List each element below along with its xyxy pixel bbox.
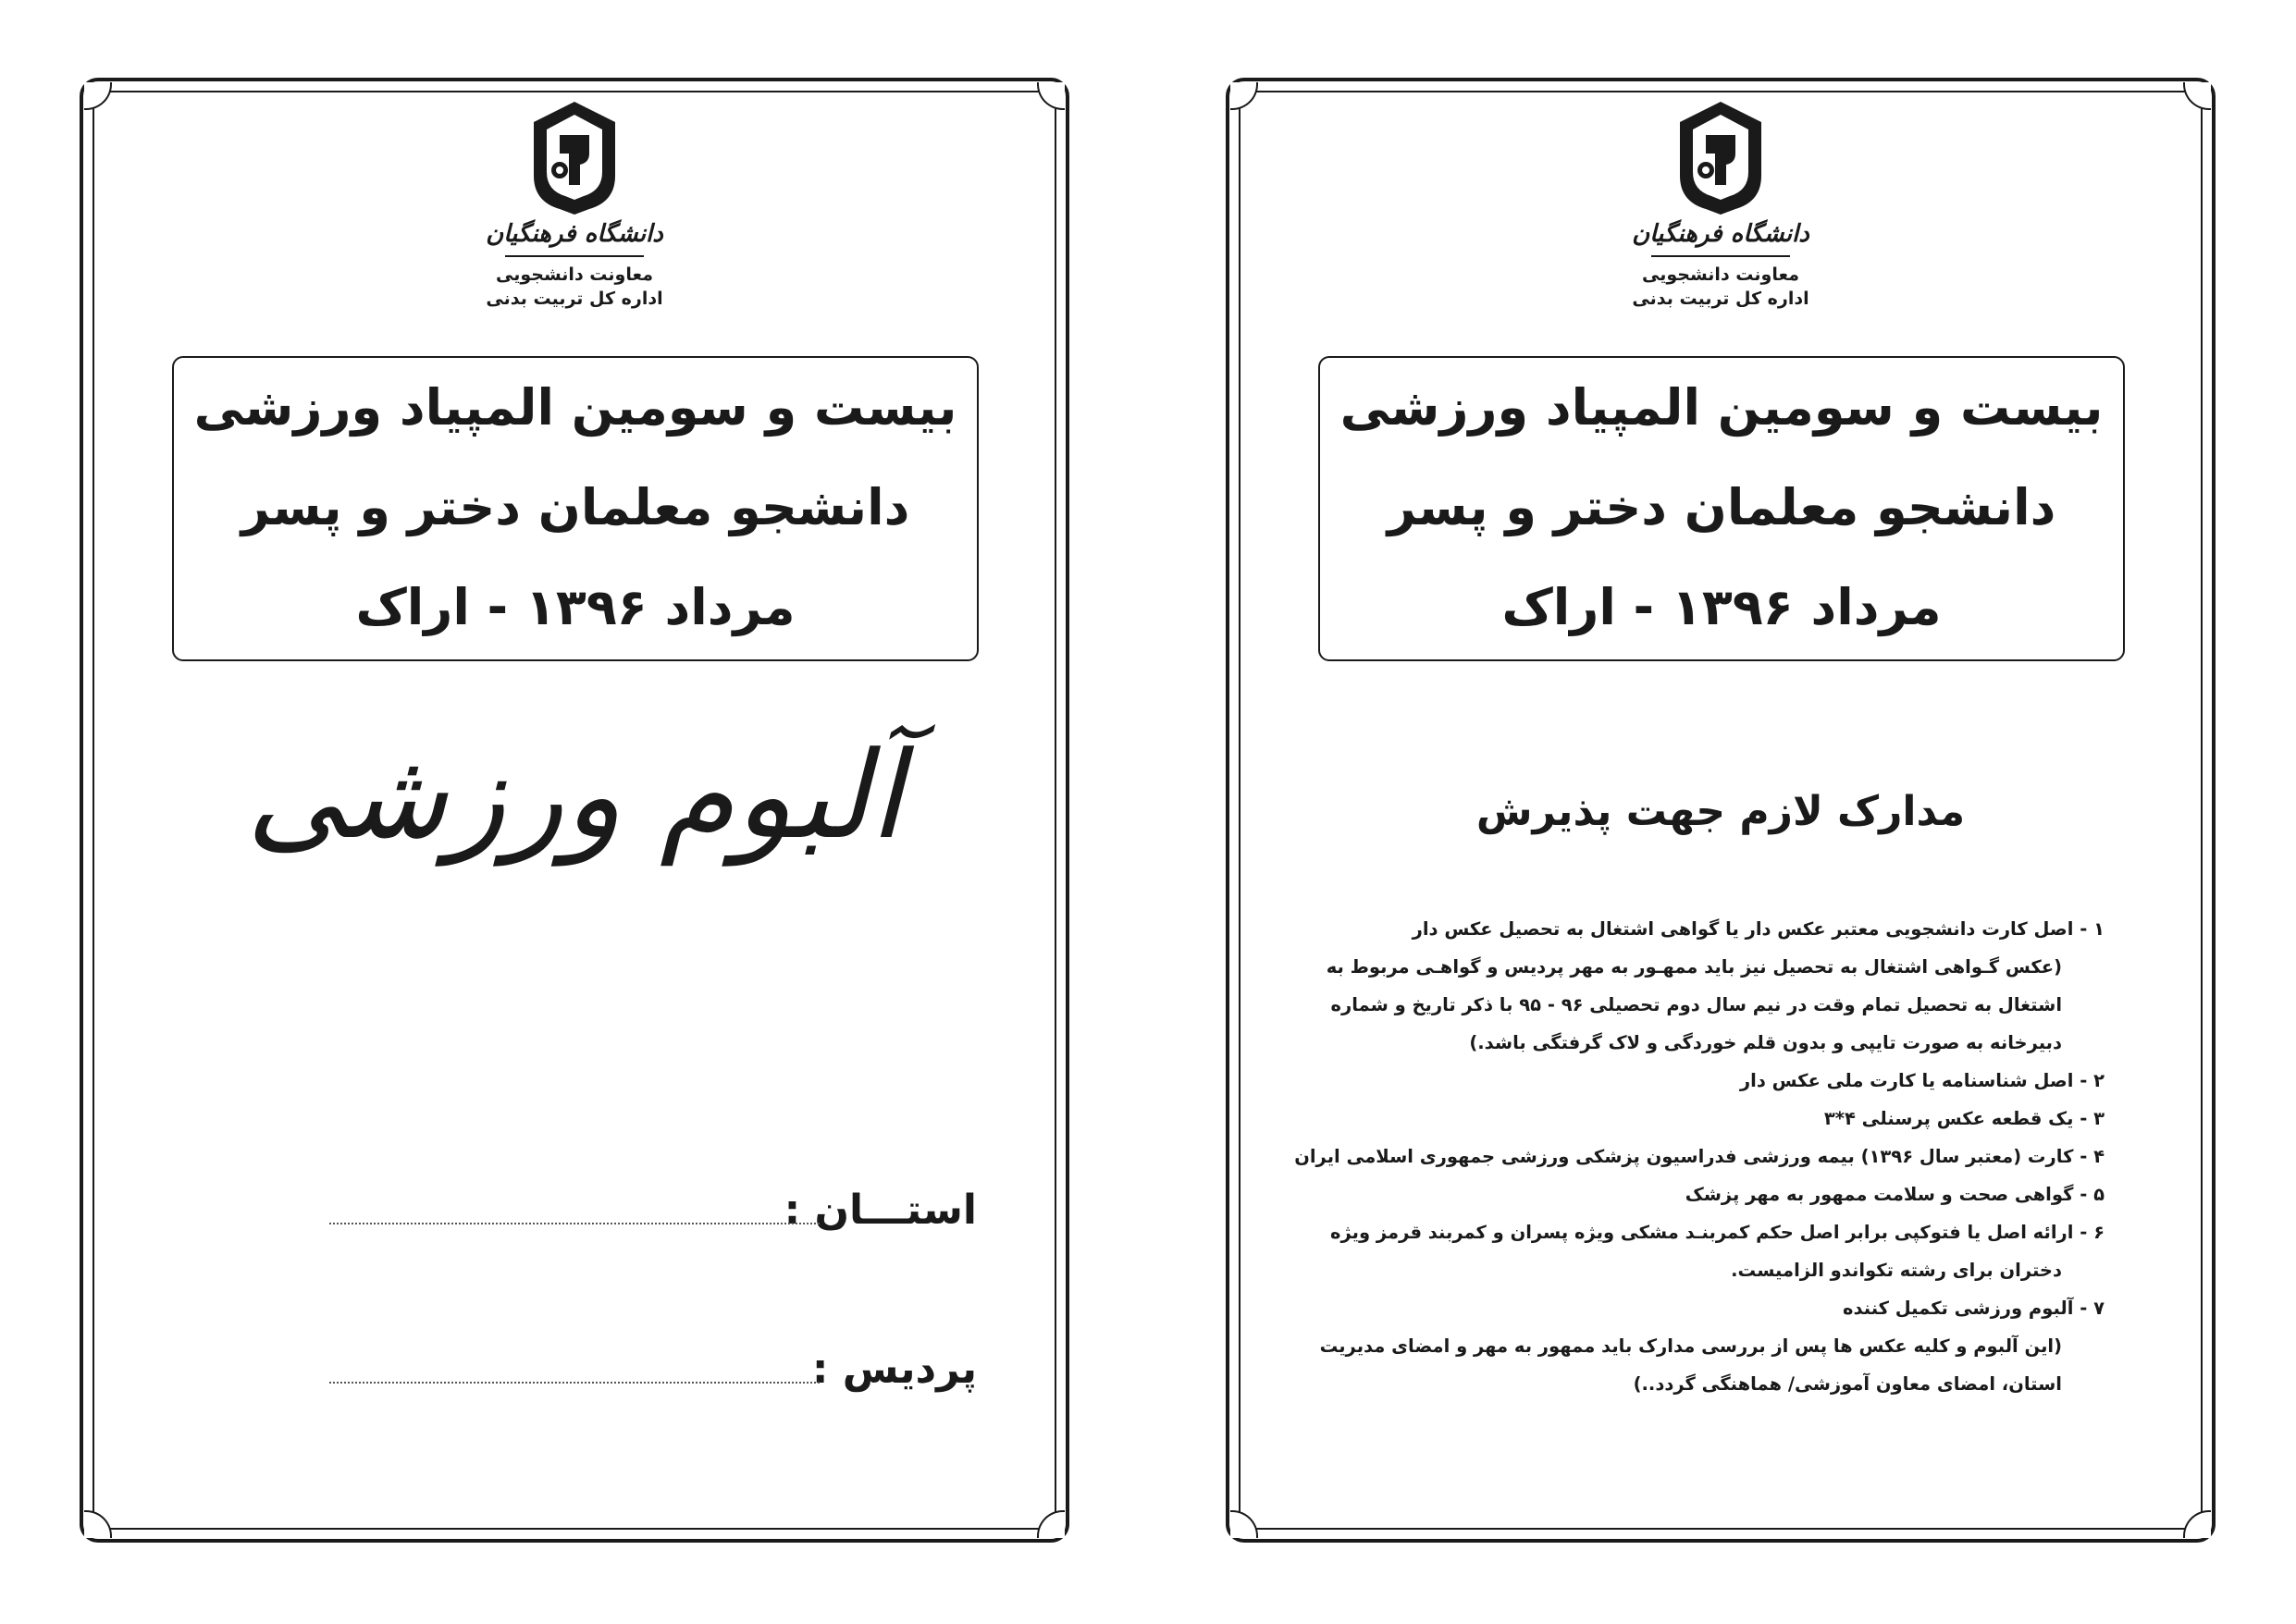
event-title-line-2: دانشجو معلمان دختر و پسر xyxy=(1387,478,2056,536)
list-item: استان، امضای معاون آموزشی/ هماهنگی گردد..) xyxy=(1633,1373,2062,1395)
university-logo xyxy=(80,98,1069,311)
university-name: دانشگاه فرهنگیان xyxy=(1632,220,1809,248)
list-item: (عکس گـواهی اشتغال به تحصیل نیز باید ممهـور به مهر پردیس و گواهـی مربوط به xyxy=(1326,956,2062,978)
campus-blank[interactable] xyxy=(329,1382,820,1384)
campus-field[interactable] xyxy=(468,1337,977,1402)
event-title-line-1: بیست و سومین المپیاد ورزشی xyxy=(193,378,957,437)
list-item: ۵ - گواهی صحت و سلامت ممهور به مهر پزشک xyxy=(1685,1184,2105,1205)
event-title-line-3: مرداد ۱۳۹۶ - اراک xyxy=(355,578,796,636)
university-emblem-icon xyxy=(519,98,630,218)
province-blank[interactable] xyxy=(329,1223,820,1224)
event-title-line-3: مرداد ۱۳۹۶ - اراک xyxy=(1501,578,1942,636)
album-title: آلبوم ورزشی xyxy=(246,725,903,866)
list-item: ۶ - ارائه اصل یا فتوکپی برابر اصل حکم کمربنـد مشکی ویژه پسران و کمربند قرمز ویژه xyxy=(1330,1222,2105,1243)
list-item: ۴ - کارت (معتبر سال ۱۳۹۶) بیمه ورزشی فدراسیون پزشکی ورزشی جمهوری اسلامی ایران xyxy=(1294,1146,2105,1167)
campus-label: پردیس : xyxy=(811,1346,977,1393)
event-title-box xyxy=(172,356,979,661)
list-item: دختران برای رشته تکواندو الزامیست. xyxy=(1731,1260,2062,1281)
event-title-line-2: دانشجو معلمان دختر و پسر xyxy=(241,478,910,536)
university-logo xyxy=(1226,98,2216,311)
logo-divider xyxy=(1651,255,1790,257)
list-item: ۷ - آلبوم ورزشی تکمیل کننده xyxy=(1842,1298,2105,1319)
list-item: (این آلبوم و کلیه عکس ها پس از بررسی مدارک باید ممهور به مهر و امضای مدیریت xyxy=(1319,1335,2062,1357)
event-title-line-1: بیست و سومین المپیاد ورزشی xyxy=(1339,378,2104,437)
university-name: دانشگاه فرهنگیان xyxy=(486,220,663,248)
requirements-page xyxy=(1226,78,2216,1543)
province-label: استـــان : xyxy=(784,1187,977,1234)
event-title-box xyxy=(1318,356,2125,661)
office-name: اداره کل تربیت بدنی xyxy=(1632,289,1809,309)
province-field[interactable] xyxy=(468,1178,977,1243)
requirements-list xyxy=(1294,910,2105,1403)
logo-divider xyxy=(505,255,644,257)
cover-page xyxy=(80,78,1069,1543)
list-item: ۱ - اصل کارت دانشجویی معتبر عکس دار یا گواهی اشتغال به تحصیل عکس دار xyxy=(1412,918,2105,940)
list-item: دبیرخانه به صورت تایپی و بدون قلم خوردگی و لاک گرفتگی باشد.) xyxy=(1469,1032,2062,1053)
list-item: ۲ - اصل شناسنامه یا کارت ملی عکس دار xyxy=(1739,1070,2105,1091)
office-name: اداره کل تربیت بدنی xyxy=(486,289,663,309)
list-item: اشتغال به تحصیل تمام وقت در نیم سال دوم تحصیلی ۹۶ - ۹۵ با ذکر تاریخ و شماره xyxy=(1330,994,2062,1015)
university-emblem-icon xyxy=(1665,98,1776,218)
department-name: معاونت دانشجویی xyxy=(1642,265,1799,285)
list-item: ۳ - یک قطعه عکس پرسنلی ۴*۳ xyxy=(1823,1108,2105,1129)
department-name: معاونت دانشجویی xyxy=(496,265,653,285)
requirements-heading: مدارک لازم جهت پذیرش xyxy=(1475,788,1966,835)
